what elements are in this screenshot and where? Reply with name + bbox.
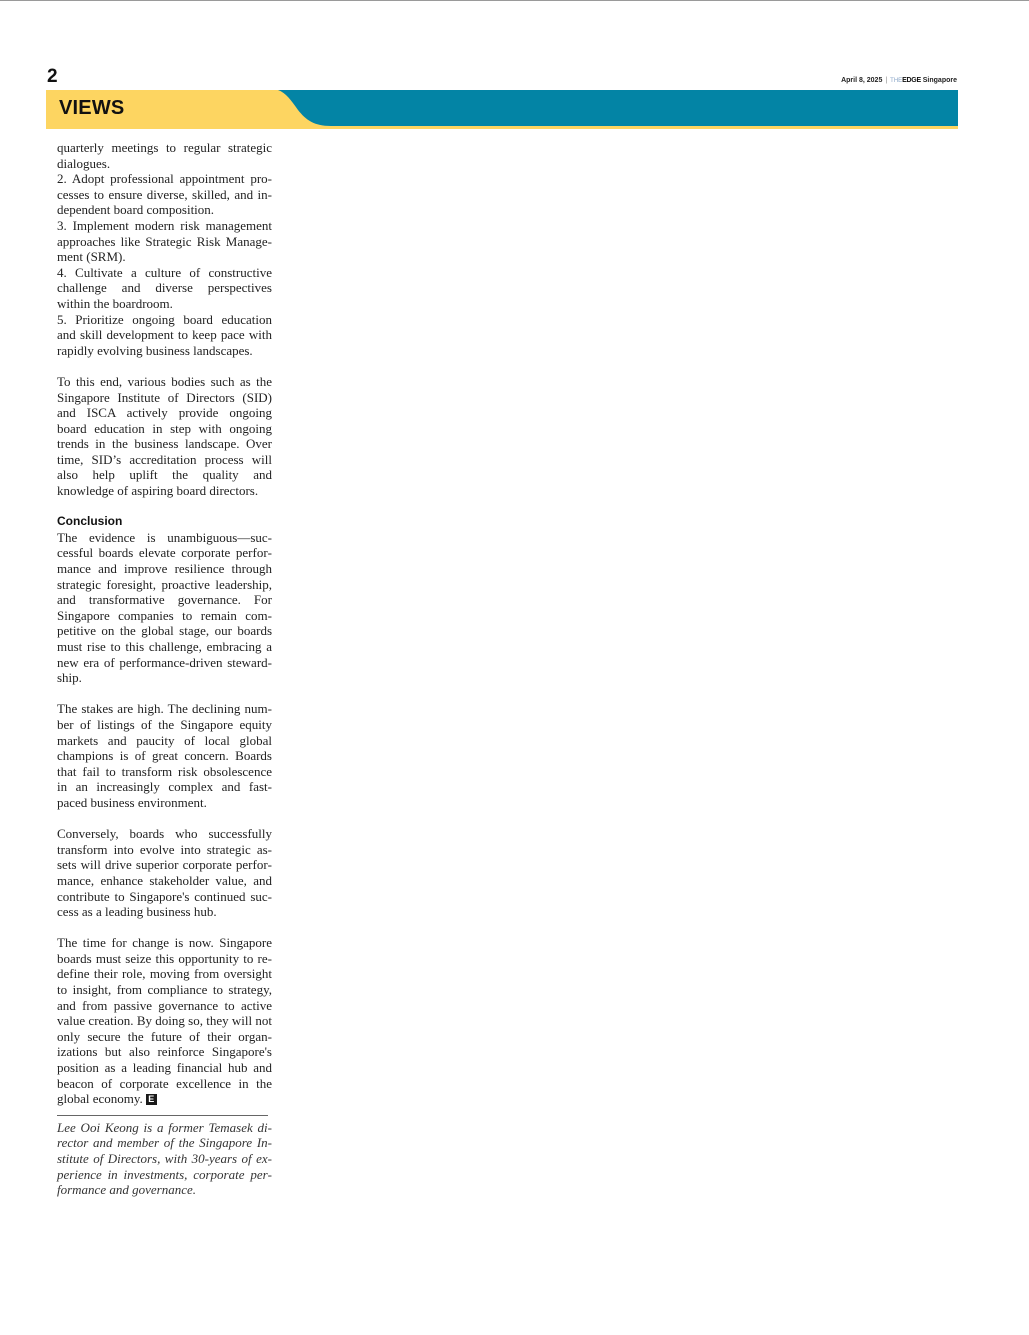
article-column bbox=[57, 140, 272, 1198]
brand-edge: EDGE bbox=[902, 77, 921, 84]
brand-region: Singapore bbox=[922, 77, 957, 84]
final-paragraph-text: The time for change is now. Singapore boards must seize this opportunity to redefine their role, moving from oversight to insight, from compliance to strategy, and from passive governance to active value creation. By doing so, they will not only secure the future of their organizations but also reinforce Singapore's position as a leading financial hub and beacon of corporate excellence in the global economy. bbox=[57, 935, 272, 1107]
top-border-rule bbox=[0, 0, 1029, 1]
paragraph: The evidence is unambiguous—successful boards elevate corporate performance and improve resilience through strategic foresight, proactive leadership, and transformative governance. For Singapore companies to remain competitive on the global stage, our boards must rise to this challenge, embracing a new era of performance-driven stewardship. bbox=[57, 529, 272, 686]
page-number: 2 bbox=[47, 66, 58, 87]
paragraph-spacer bbox=[57, 686, 272, 702]
list-item: 5. Prioritize ongoing board education and skill development to keep pace with rapidly evolving business landscapes. bbox=[57, 311, 272, 358]
dateline bbox=[841, 77, 957, 84]
banner-teal-band bbox=[278, 90, 958, 126]
section-title: VIEWS bbox=[59, 97, 125, 119]
paragraph: To this end, various bodies such as the Singapore Institute of Directors (SID) and ISCA actively provide ongoing board education in step with ongoing trends in the business landscape. Over time, SID’s accreditation process will also help uplift the quality and knowledge of aspiring board directors. bbox=[57, 373, 272, 499]
list-item: 3. Implement modern risk management approaches like Strategic Risk Management (SRM). bbox=[57, 217, 272, 265]
dateline-separator: | bbox=[885, 77, 888, 84]
issue-date: April 8, 2025 bbox=[841, 77, 883, 84]
paragraph: Conversely, boards who successfully transform into evolve into strategic assets will drive superior corporate performance, enhance stakeholder value, and contribute to Singapore's continued success as a leading business hub. bbox=[57, 826, 272, 920]
brand-the: THE bbox=[890, 78, 903, 84]
paragraph-spacer bbox=[57, 920, 272, 936]
final-paragraph bbox=[57, 935, 272, 1107]
list-continuation: quarterly meetings to regular strategic dialogues. bbox=[57, 140, 272, 171]
list-item: 2. Adopt professional appointment processes to ensure diverse, skilled, and independent board composition. bbox=[57, 171, 272, 218]
paragraph: The stakes are high. The declining number of listings of the Singapore equity markets and paucity of local global champions is of great concern. Boards that fail to transform risk obsolescence in an increasingly complex and fast-paced business environment. bbox=[57, 701, 272, 810]
author-bio: Lee Ooi Keong is a former Temasek director and member of the Singapore Institute of Directors, with 30-years of experience in investments, corporate performance and governance. bbox=[57, 1119, 272, 1198]
list-item: 4. Cultivate a culture of constructive challenge and diverse perspectives within the boardroom. bbox=[57, 264, 272, 311]
paragraph-spacer bbox=[57, 811, 272, 827]
end-mark-icon: E bbox=[146, 1094, 157, 1105]
paragraph-spacer bbox=[57, 358, 272, 374]
paragraph-spacer bbox=[57, 499, 272, 515]
section-banner bbox=[46, 90, 958, 129]
conclusion-heading: Conclusion bbox=[57, 514, 123, 529]
section-banner-shape bbox=[46, 90, 958, 129]
bio-divider bbox=[57, 1115, 268, 1116]
